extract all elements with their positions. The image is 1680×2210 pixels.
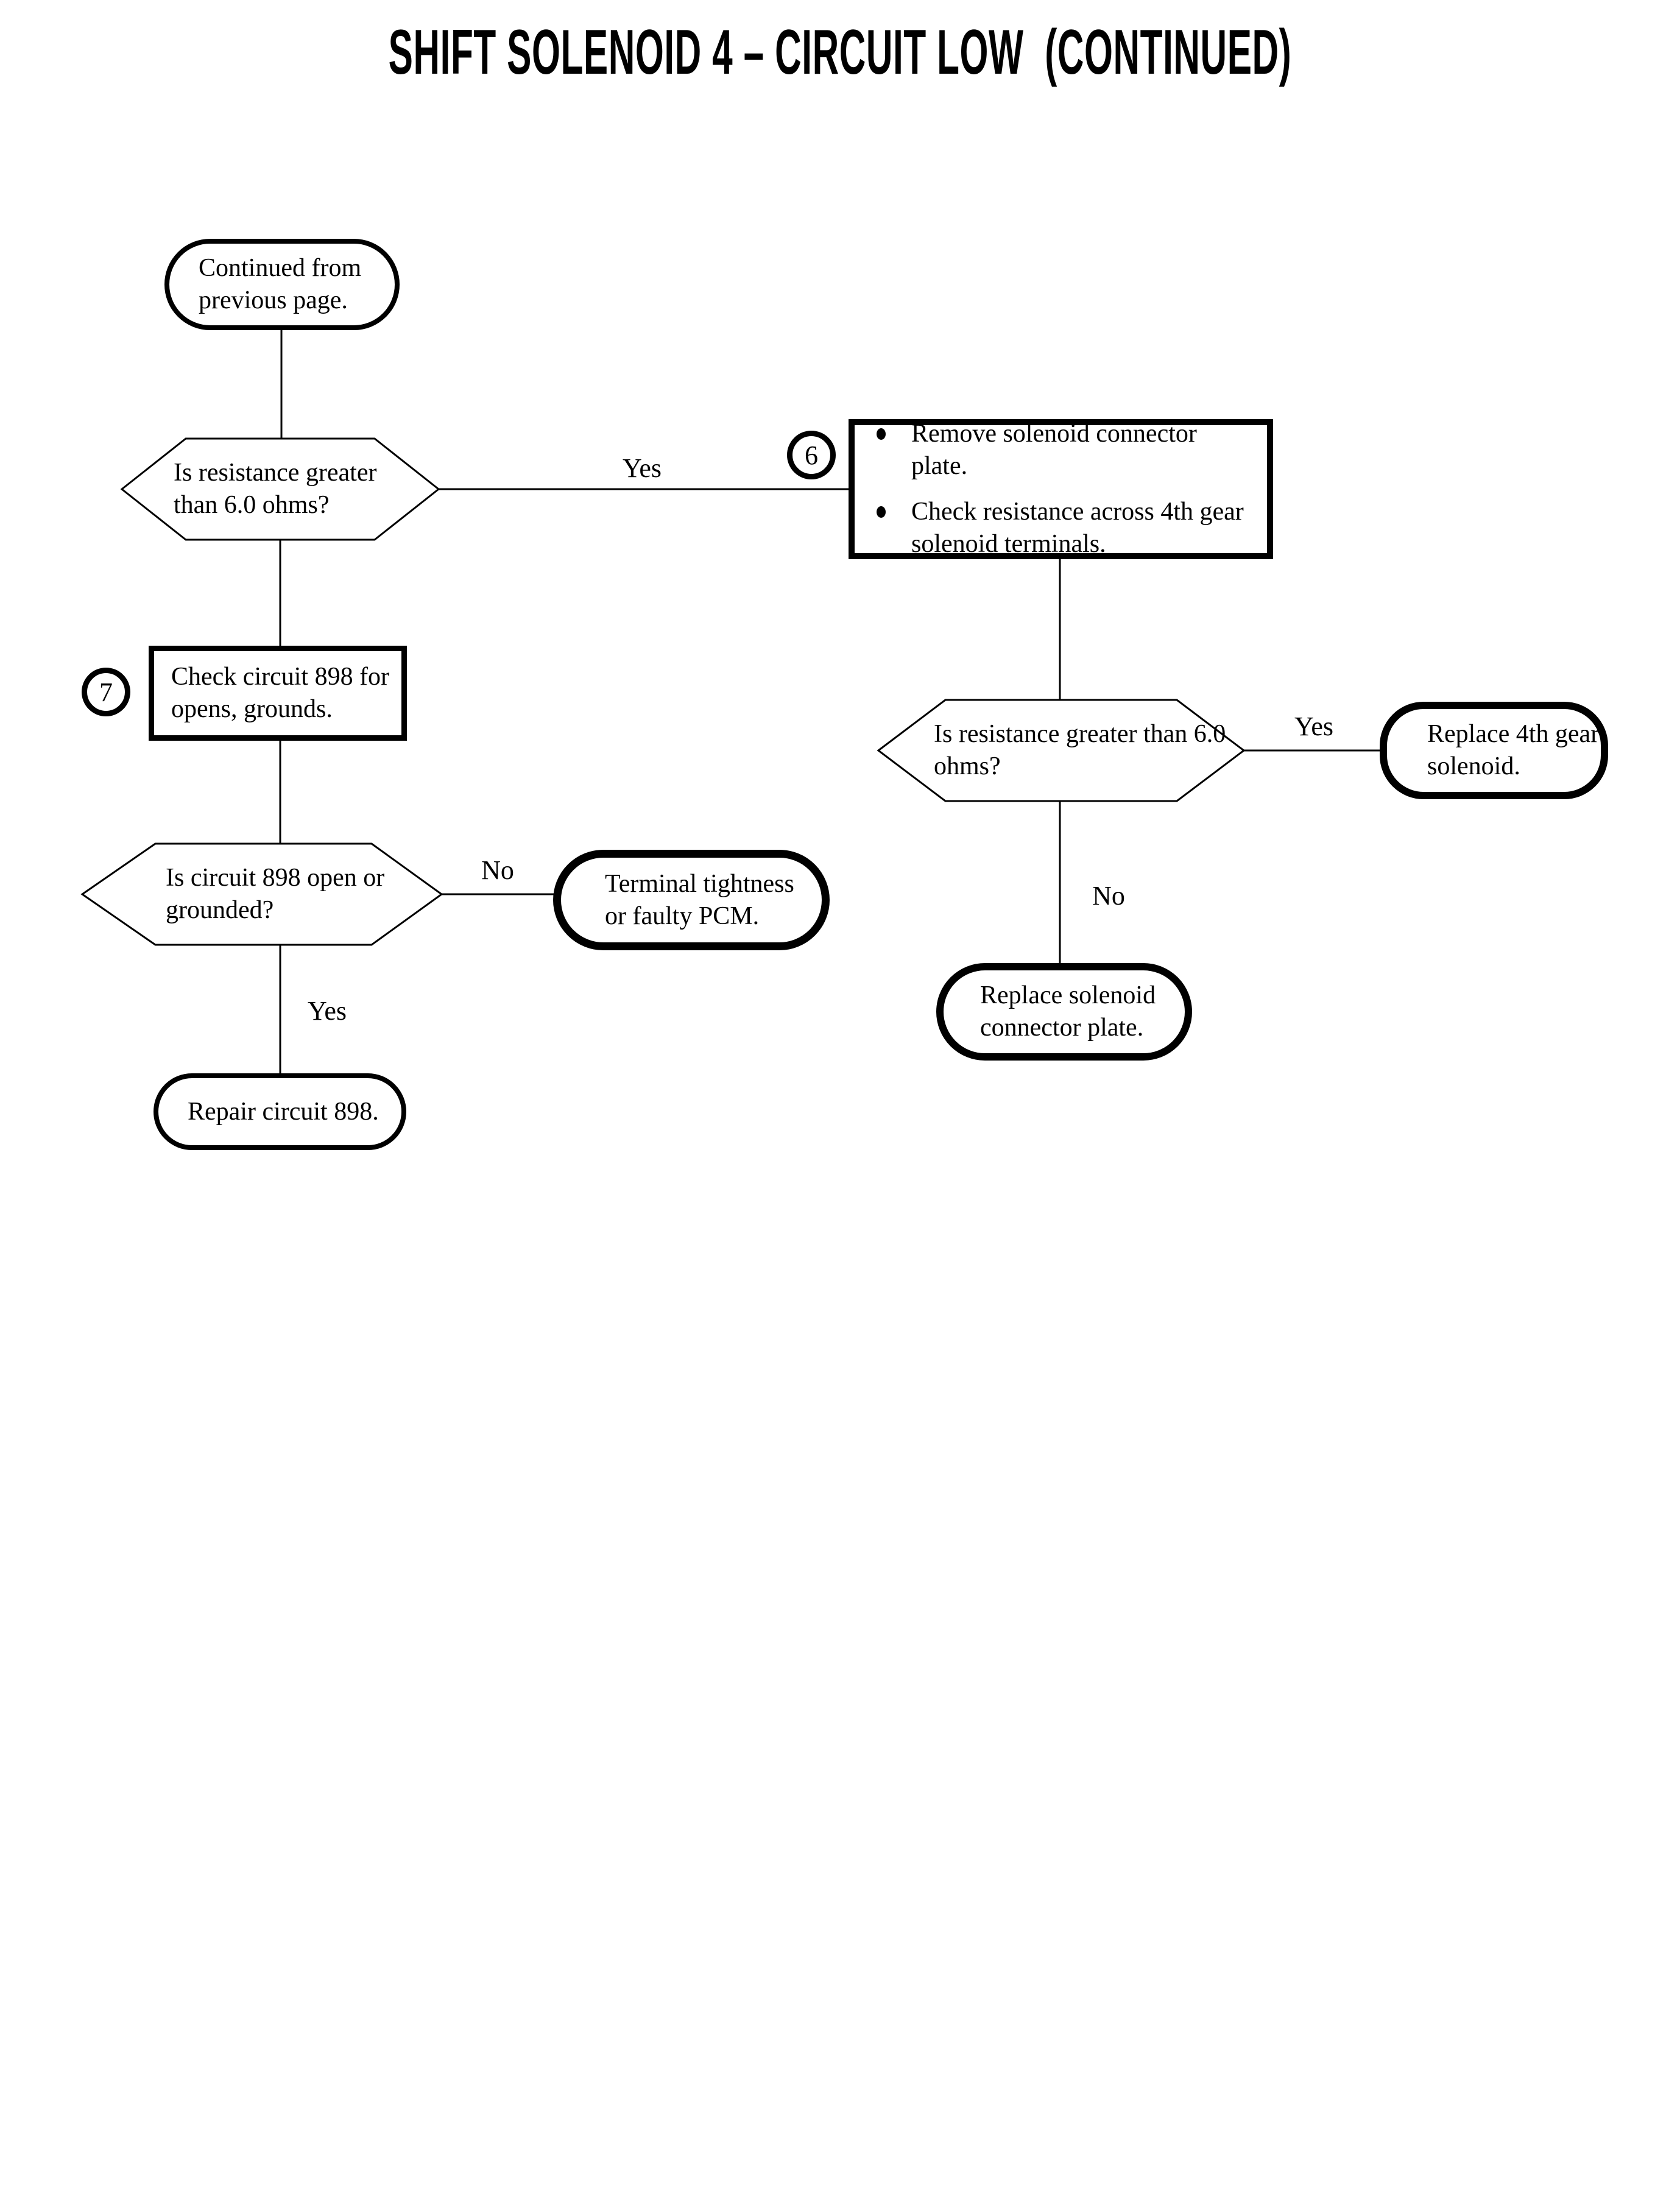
branch-label-no-hex3: No (481, 855, 514, 885)
terminator-repair-circuit-898 (154, 1073, 406, 1150)
step-number-6-badge (787, 431, 836, 479)
process-box-step7 (149, 646, 407, 741)
decision-circuit-898-label (166, 845, 415, 944)
process-box-step6 (849, 419, 1273, 559)
terminator-terminal-text: Terminal tightness or faulty PCM. (605, 869, 794, 930)
step-number-7: 7 (99, 677, 113, 707)
bullet-icon (877, 428, 886, 440)
bullet-item (877, 496, 1256, 560)
decision-circuit-898-text: Is circuit 898 open or grounded? (166, 864, 385, 924)
decision-resistance-2-label (934, 701, 1226, 800)
bullet-text: Remove solenoid connector plate. (911, 420, 1197, 480)
decision-resistance-1-label (174, 440, 417, 538)
decision-resistance-1-text: Is resistance greater than 6.0 ohms? (174, 459, 377, 519)
process-box-step7-text: Check circuit 898 for opens, grounds. (171, 663, 390, 723)
bullet-item (877, 418, 1256, 482)
terminator-replace-4th-gear-solenoid (1380, 702, 1608, 799)
terminator-replace-4th-text: Replace 4th gear solenoid. (1427, 720, 1600, 780)
step-number-7-badge (82, 668, 130, 716)
terminator-continued-from-previous-page (164, 239, 400, 330)
terminator-repair-text: Repair circuit 898. (188, 1097, 379, 1126)
step-number-6: 6 (805, 440, 818, 470)
branch-label-no-hex2: No (1092, 880, 1125, 911)
terminator-continued-text: Continued from previous page. (199, 254, 362, 314)
page-title: SHIFT SOLENOID 4 – CIRCUIT LOW (CONTINUED) (388, 17, 1292, 88)
terminator-terminal-tightness-pcm (553, 850, 830, 950)
terminator-replace-solenoid-connector-plate (936, 963, 1192, 1061)
decision-resistance-2-text: Is resistance greater than 6.0 ohms? (934, 720, 1226, 780)
branch-label-yes-hex1: Yes (622, 453, 662, 483)
branch-label-yes-hex3: Yes (307, 995, 347, 1026)
branch-label-yes-hex2: Yes (1294, 711, 1334, 741)
bullet-text: Check resistance across 4th gear solenoid terminals. (911, 498, 1244, 558)
bullet-icon (877, 506, 886, 518)
terminator-replace-plate-text: Replace solenoid connector plate. (980, 981, 1156, 1042)
